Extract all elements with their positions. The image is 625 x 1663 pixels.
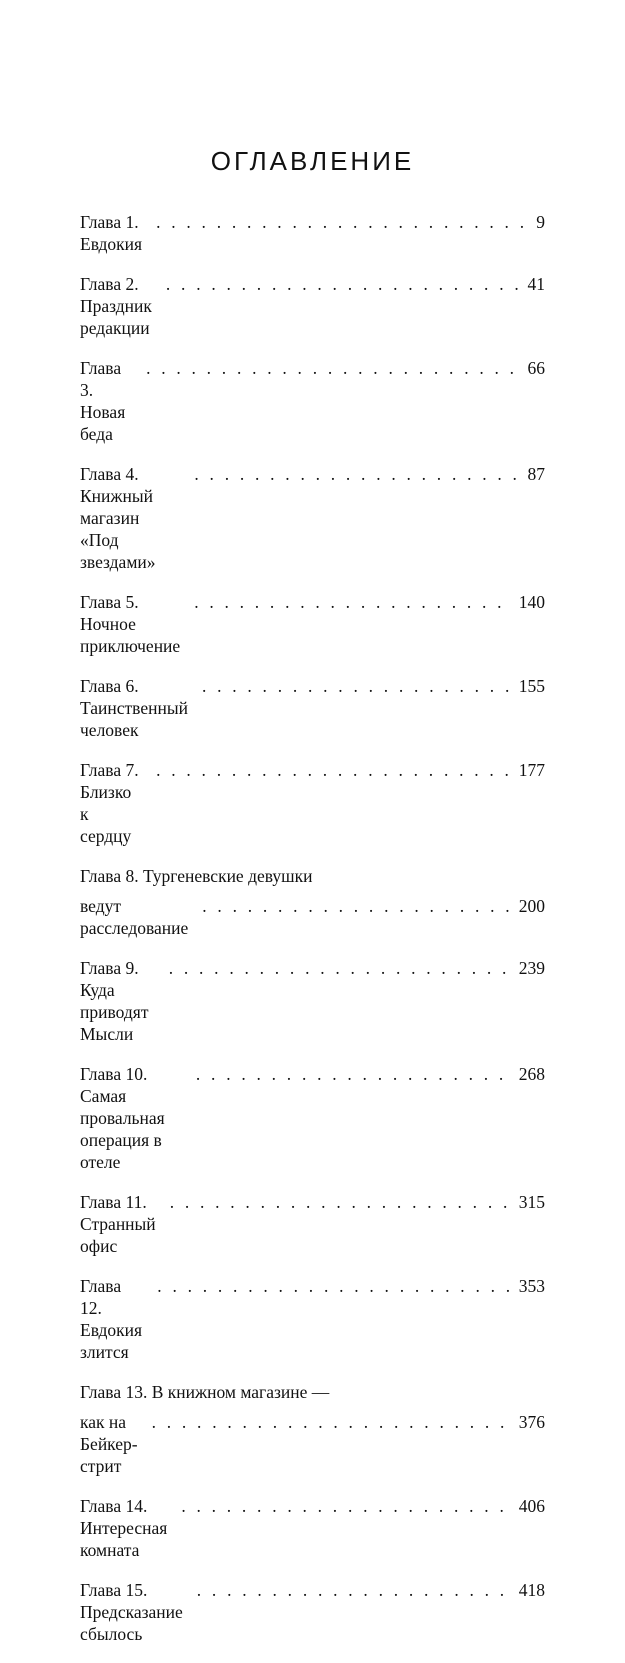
toc-entry-page: 140 xyxy=(518,592,545,612)
toc-entry-page: 66 xyxy=(527,358,545,378)
toc-entry-page: 353 xyxy=(518,1276,545,1296)
toc-entry-last-line xyxy=(80,895,545,939)
toc-entry xyxy=(80,865,545,939)
page-title: ОГЛАВЛЕНИЕ xyxy=(210,146,415,176)
toc-entry xyxy=(80,1495,545,1561)
toc-entry-last-line xyxy=(80,1411,545,1477)
toc-entry xyxy=(80,1381,545,1477)
toc-entry-title: Глава 1. Евдокия xyxy=(80,212,143,254)
dot-leader xyxy=(181,1495,508,1517)
toc-entry-page: 9 xyxy=(536,212,545,232)
toc-entry-title: Глава 2. Праздник редакции xyxy=(80,274,152,338)
toc-entry-title: Глава 4. Книжный магазин «Под звездами» xyxy=(80,464,156,572)
toc-entry-page: 239 xyxy=(518,958,545,978)
toc-entry xyxy=(80,211,545,255)
toc-entry xyxy=(80,1275,545,1363)
toc-entry xyxy=(80,357,545,445)
toc-entry-title-line2: ведут расследование xyxy=(80,896,189,938)
dot-leader xyxy=(157,1275,508,1297)
toc-entry xyxy=(80,1579,545,1645)
toc-entry-title-line1: Глава 8. Тургеневские девушки xyxy=(80,866,313,886)
toc-entry-title-line2: как на Бейкер-стрит xyxy=(80,1412,138,1476)
toc-entry xyxy=(80,273,545,339)
toc-entry-title: Глава 3. Новая беда xyxy=(80,358,126,444)
dot-leader xyxy=(197,1579,509,1601)
toc-entry-title: Глава 12. Евдокия злится xyxy=(80,1276,143,1362)
toc-entry-title: Глава 15. Предсказание сбылось xyxy=(80,1580,183,1644)
toc-entry-title: Глава 7. Близко к сердцу xyxy=(80,760,139,846)
dot-leader xyxy=(202,675,509,697)
toc-entry xyxy=(80,463,545,573)
dot-leader xyxy=(169,957,509,979)
dot-leader xyxy=(152,1411,509,1433)
toc-entry xyxy=(80,675,545,741)
toc-entry xyxy=(80,957,545,1045)
toc-entry-page: 376 xyxy=(518,1412,545,1432)
table-of-contents xyxy=(80,211,545,1663)
dot-leader xyxy=(196,1063,509,1085)
dot-leader xyxy=(194,591,509,613)
toc-entry-page: 87 xyxy=(527,464,545,484)
toc-entry-page: 41 xyxy=(527,274,545,294)
toc-entry-title: Глава 6. Таинственный человек xyxy=(80,676,188,740)
toc-entry xyxy=(80,591,545,657)
toc-entry xyxy=(80,1063,545,1173)
dot-leader xyxy=(194,463,517,485)
dot-leader xyxy=(202,895,508,917)
toc-entry-title: Глава 5. Ночное приключение xyxy=(80,592,181,656)
dot-leader xyxy=(146,357,517,379)
toc-entry-title: Глава 9. Куда приводят Мысли xyxy=(80,958,149,1044)
toc-entry-page: 268 xyxy=(518,1064,545,1084)
toc-entry xyxy=(80,759,545,847)
dot-leader xyxy=(166,273,518,295)
toc-entry-page: 200 xyxy=(518,896,545,916)
toc-entry-page: 418 xyxy=(518,1580,545,1600)
dot-leader xyxy=(156,211,526,233)
toc-entry xyxy=(80,1191,545,1257)
toc-entry-title: Глава 14. Интересная комната xyxy=(80,1496,168,1560)
toc-entry-page: 315 xyxy=(518,1192,545,1212)
dot-leader xyxy=(170,1191,509,1213)
toc-entry-title: Глава 11. Странный офис xyxy=(80,1192,156,1256)
toc-entry-page: 155 xyxy=(518,676,545,696)
toc-entry-page: 177 xyxy=(518,760,545,780)
toc-entry-title-line1: Глава 13. В книжном магазине — xyxy=(80,1382,330,1402)
toc-entry-page: 406 xyxy=(518,1496,545,1516)
toc-entry-title: Глава 10. Самая провальная операция в отеле xyxy=(80,1064,165,1172)
dot-leader xyxy=(156,759,509,781)
